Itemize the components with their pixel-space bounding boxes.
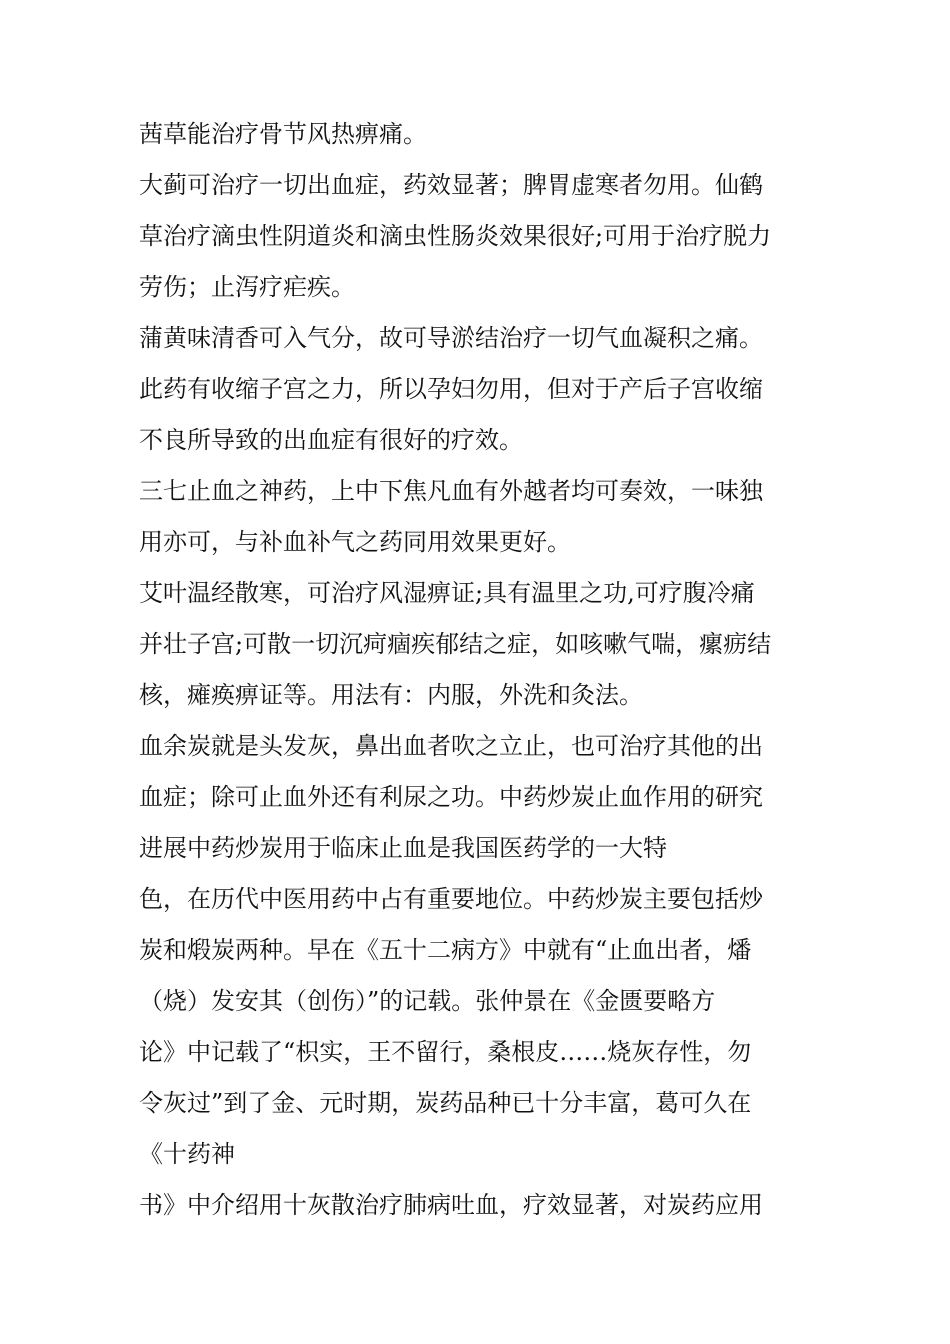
text-line: 用亦可，与补血补气之药同用效果更好。 [139, 528, 571, 556]
text-line: 血症；除可止血外还有利尿之功。中药炒炭止血作用的研究 [139, 783, 763, 811]
text-line: 此药有收缩子宫之力，所以孕妇勿用，但对于产后子宫收缩 [139, 375, 763, 403]
text-line: 大蓟可治疗一切出血症，药效显著；脾胃虚寒者勿用。仙鹤 [139, 171, 763, 199]
text-line: 蒲黄味清香可入气分，故可导淤结治疗一切气血凝积之痛。 [139, 324, 763, 352]
text-line: 血余炭就是头发灰，鼻出血者吹之立止，也可治疗其他的出 [139, 732, 763, 760]
text-line: 不良所导致的出血症有很好的疗效。 [139, 426, 523, 454]
text-line: 炭和煅炭两种。早在《五十二病方》中就有“止血出者，燔 [139, 936, 752, 964]
text-line: 艾叶温经散寒，可治疗风湿痹证;具有温里之功,可疗腹冷痛 [139, 579, 755, 607]
text-line: 草治疗滴虫性阴道炎和滴虫性肠炎效果很好;可用于治疗脱力 [139, 222, 772, 250]
text-line: 进展中药炒炭用于临床止血是我国医药学的一大特 [139, 834, 667, 862]
text-line: 《十药神 [139, 1140, 235, 1168]
text-line: 色，在历代中医用药中占有重要地位。中药炒炭主要包括炒 [139, 885, 763, 913]
text-line: 并壮子宫;可散一切沉疴痼疾郁结之症，如咳嗽气喘，瘰疬结 [139, 630, 772, 658]
text-line: 三七止血之神药，上中下焦凡血有外越者均可奏效，一味独 [139, 477, 763, 505]
body-text [139, 109, 839, 1231]
text-line: 书》中介绍用十灰散治疗肺病吐血，疗效显著，对炭药应用 [139, 1191, 763, 1219]
text-line: 茜草能治疗骨节风热痹痛。 [139, 120, 427, 148]
text-line: 论》中记载了“枳实，王不留行，桑根皮……烧灰存性，勿 [139, 1038, 752, 1066]
text-line: 核，瘫痪痹证等。用法有：内服，外洗和灸法。 [139, 681, 643, 709]
text-line: 令灰过”到了金、元时期，炭药品种已十分丰富，葛可久在 [139, 1089, 752, 1117]
text-line: 劳伤；止泻疗疟疾。 [139, 273, 355, 301]
text-line: （烧）发安其（创伤）”的记载。张仲景在《金匮要略方 [139, 987, 716, 1015]
